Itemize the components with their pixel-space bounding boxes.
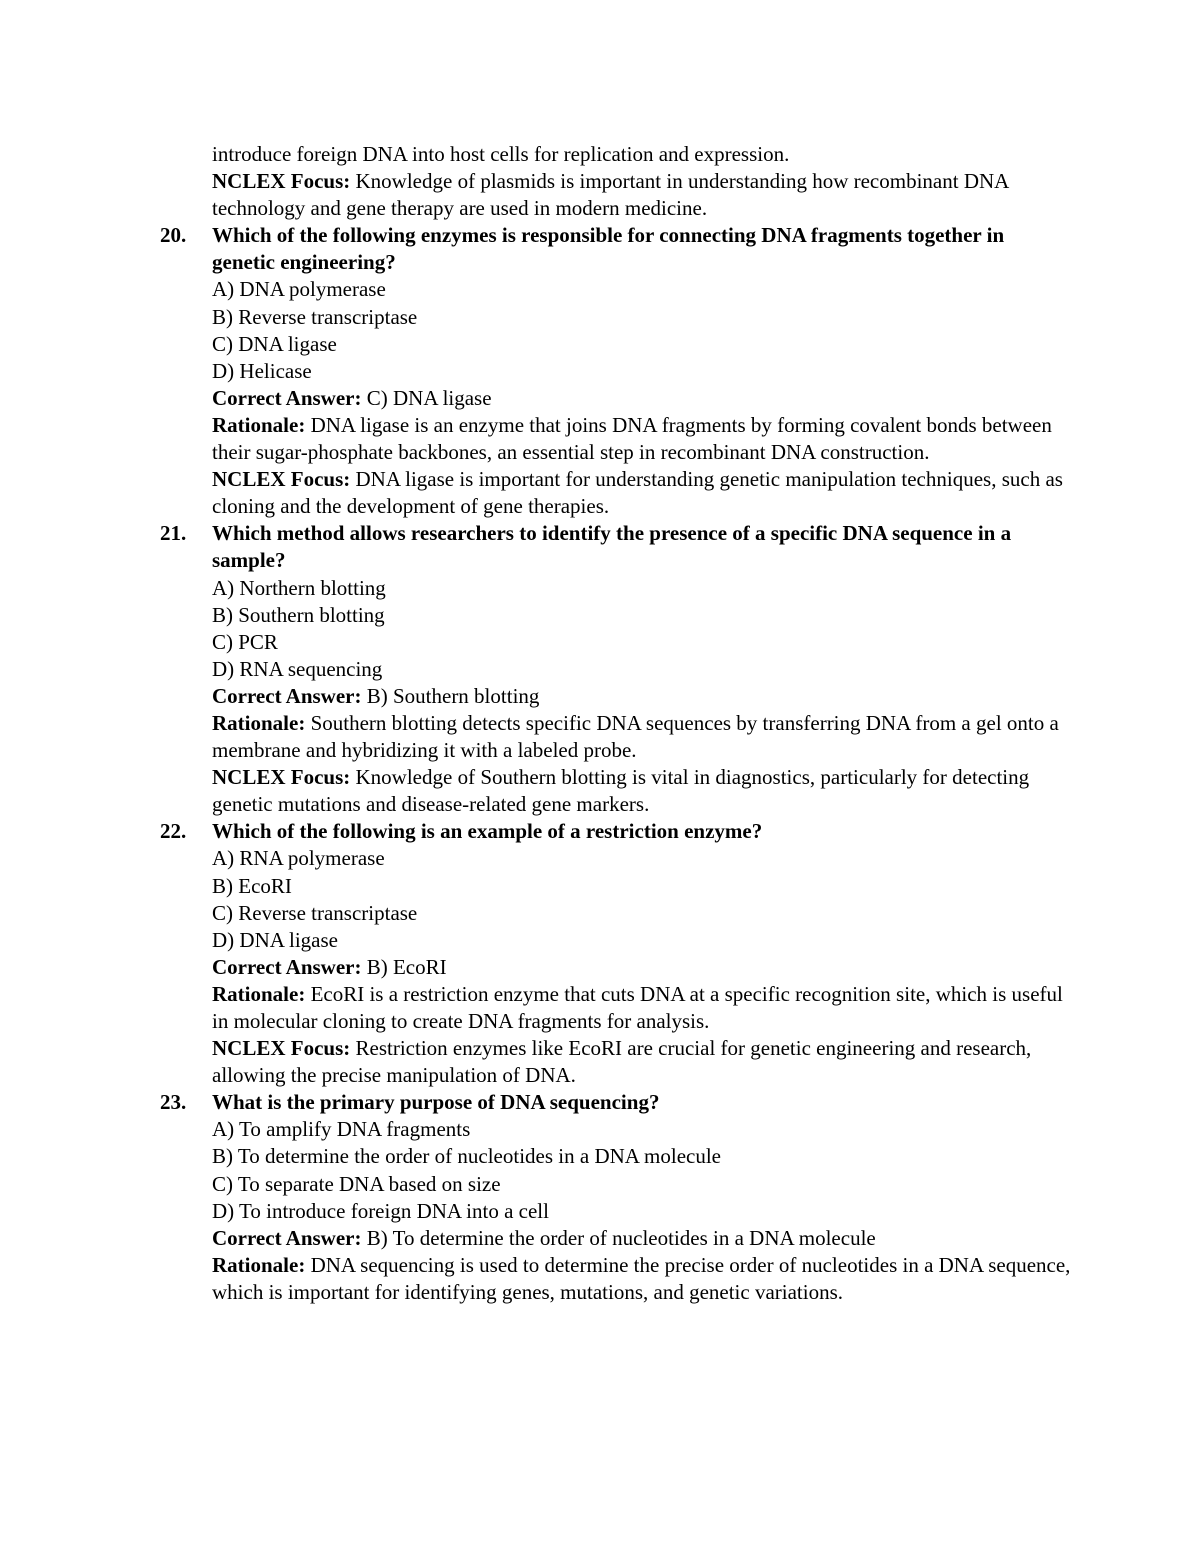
option: A) To amplify DNA fragments <box>212 1117 471 1142</box>
correct-answer-label: Correct Answer: <box>212 385 362 410</box>
nclex-text: Knowledge of Southern blotting is vital in diagnostics, particularly for detecting genetic mutations and disease-related gene markers. <box>212 765 1030 817</box>
correct-answer-label: Correct Answer: <box>212 954 362 979</box>
rationale-text: DNA ligase is an enzyme that joins DNA fragments by forming covalent bonds between their sugar-phosphate backbones, an essential step in recombinant DNA construction. <box>212 412 1052 465</box>
option: D) Helicase <box>212 358 312 383</box>
question-text: Which of the following enzymes is responsible for connecting DNA fragments together in genetic engineering? <box>212 223 1005 275</box>
correct-answer-label: Correct Answer: <box>212 1225 362 1250</box>
nclex-text: Knowledge of plasmids is important in understanding how recombinant DNA technology and gene therapy are used in modern medicine. <box>212 169 1009 221</box>
question-number: 23. <box>160 1090 187 1115</box>
rationale-label: Rationale: <box>212 981 306 1006</box>
option: C) DNA ligase <box>212 331 337 356</box>
intro-nclex <box>212 168 1072 222</box>
option: B) To determine the order of nucleotides in a DNA molecule <box>212 1144 721 1169</box>
nclex-label: NCLEX Focus: <box>212 169 351 194</box>
nclex-text: DNA ligase is important for understanding genetic manipulation techniques, such as cloning and the development of gene therapies. <box>212 467 1063 519</box>
question-item <box>160 520 1072 818</box>
rationale-label: Rationale: <box>212 1252 306 1277</box>
rationale-text: DNA sequencing is used to determine the precise order of nucleotides in a DNA sequence, which is important for identifying genes, mutations, and genetic variations. <box>212 1252 1071 1304</box>
rationale-label: Rationale: <box>212 412 306 437</box>
question-item <box>160 222 1072 520</box>
option: D) To introduce foreign DNA into a cell <box>212 1198 549 1223</box>
question-item <box>160 818 1072 1089</box>
question-text: Which method allows researchers to identify the presence of a specific DNA sequence in a sample? <box>212 521 1012 573</box>
rationale <box>212 981 1072 1035</box>
correct-answer-value: B) Southern blotting <box>361 683 540 708</box>
option: B) Southern blotting <box>212 602 385 627</box>
correct-answer <box>212 954 1072 981</box>
option: C) PCR <box>212 629 278 654</box>
rationale <box>212 710 1072 764</box>
question-number: 21. <box>160 521 187 546</box>
option: B) Reverse transcriptase <box>212 304 418 329</box>
option: D) DNA ligase <box>212 927 338 952</box>
question-number: 22. <box>160 819 187 844</box>
rationale-label: Rationale: <box>212 710 306 735</box>
nclex-text: Restriction enzymes like EcoRI are crucial for genetic engineering and research, allowing the precise manipulation of DNA. <box>212 1036 1032 1088</box>
correct-answer <box>212 683 1072 710</box>
rationale <box>212 412 1072 466</box>
nclex-label: NCLEX Focus: <box>212 467 351 492</box>
option: D) RNA sequencing <box>212 656 383 681</box>
intro-continuation: introduce foreign DNA into host cells for replication and expression. <box>212 142 790 166</box>
correct-answer <box>212 385 1072 412</box>
question-text: Which of the following is an example of a restriction enzyme? <box>212 819 763 844</box>
option: A) RNA polymerase <box>212 846 385 871</box>
nclex-focus <box>212 466 1072 520</box>
option: A) DNA polymerase <box>212 277 386 302</box>
question-item <box>160 1089 1072 1306</box>
page-content <box>160 141 1072 1306</box>
correct-answer <box>212 1225 1072 1252</box>
option: B) EcoRI <box>212 873 292 898</box>
correct-answer-value: B) EcoRI <box>361 954 447 979</box>
option: A) Northern blotting <box>212 575 386 600</box>
nclex-focus <box>212 1035 1072 1089</box>
question-text: What is the primary purpose of DNA sequencing? <box>212 1090 660 1115</box>
question-number: 20. <box>160 223 187 248</box>
correct-answer-label: Correct Answer: <box>212 683 362 708</box>
rationale <box>212 1252 1072 1306</box>
nclex-focus <box>212 764 1072 818</box>
rationale-text: EcoRI is a restriction enzyme that cuts DNA at a specific recognition site, which is useful in molecular cloning to create DNA fragments for analysis. <box>212 981 1063 1033</box>
option: C) Reverse transcriptase <box>212 900 418 925</box>
correct-answer-value: B) To determine the order of nucleotides in a DNA molecule <box>361 1225 876 1250</box>
correct-answer-value: C) DNA ligase <box>361 385 492 410</box>
nclex-label: NCLEX Focus: <box>212 765 351 790</box>
option: C) To separate DNA based on size <box>212 1171 501 1196</box>
rationale-text: Southern blotting detects specific DNA sequences by transferring DNA from a gel onto a membrane and hybridizing it with a labeled probe. <box>212 710 1059 763</box>
nclex-label: NCLEX Focus: <box>212 1036 351 1061</box>
